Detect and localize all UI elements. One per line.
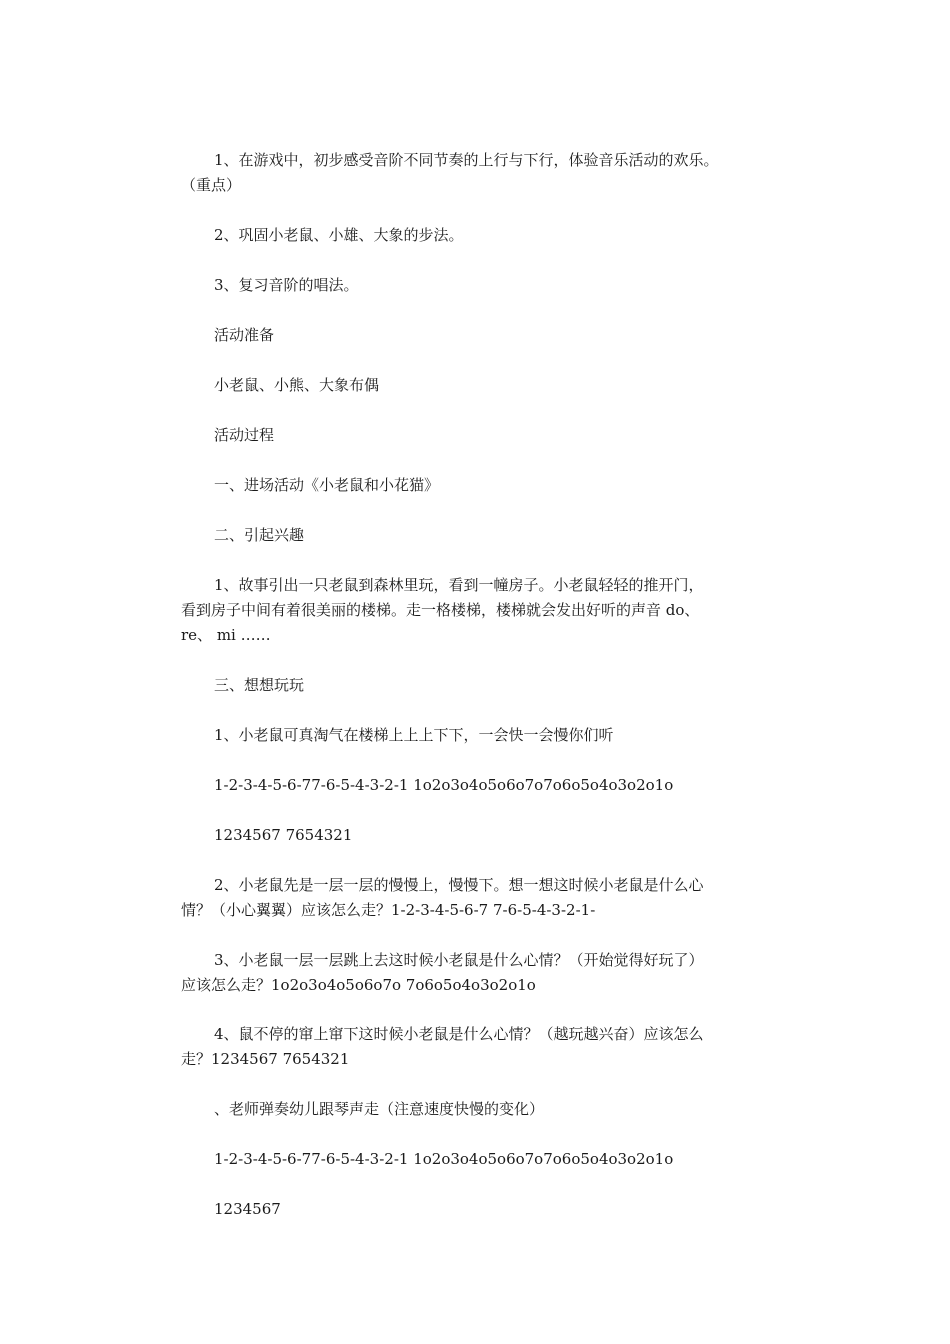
paragraph-line: 1、故事引出一只老鼠到森林里玩，看到一幢房子。小老鼠轻轻的推开门， bbox=[214, 576, 704, 594]
paragraph-line: 活动准备 bbox=[214, 326, 275, 344]
paragraph-line: 3、小老鼠一层一层跳上去这时候小老鼠是什么心情？（开始觉得好玩了） bbox=[214, 951, 704, 969]
paragraph-line: 1、小老鼠可真淘气在楼梯上上上下下，一会快一会慢你们听 bbox=[214, 726, 614, 744]
paragraph bbox=[181, 673, 791, 698]
paragraph bbox=[181, 148, 791, 198]
paragraph bbox=[181, 373, 791, 398]
paragraph bbox=[181, 1097, 791, 1122]
paragraph-line: 4、鼠不停的窜上窜下这时候小老鼠是什么心情？（越玩越兴奋）应该怎么 bbox=[214, 1025, 704, 1043]
paragraph bbox=[181, 773, 791, 798]
paragraph-line: 应该怎么走？1o2o3o4o5o6o7o 7o6o5o4o3o2o1o bbox=[181, 976, 536, 994]
paragraph bbox=[181, 523, 791, 548]
paragraph-line: 二、引起兴趣 bbox=[214, 526, 305, 544]
paragraph-line: 看到房子中间有着很美丽的楼梯。走一格楼梯，楼梯就会发出好听的声音 do、 bbox=[181, 601, 700, 619]
paragraph bbox=[181, 1022, 791, 1072]
paragraph bbox=[181, 323, 791, 348]
paragraph-line: 2、巩固小老鼠、小雄、大象的步法。 bbox=[214, 226, 464, 244]
paragraph-line: 1234567 7654321 bbox=[214, 826, 353, 844]
paragraph-line: 1、在游戏中，初步感受音阶不同节奏的上行与下行，体验音乐活动的欢乐。 bbox=[214, 151, 719, 169]
paragraph-line: 2、小老鼠先是一层一层的慢慢上，慢慢下。想一想这时候小老鼠是什么心 bbox=[214, 876, 704, 894]
paragraph-line: 走？1234567 7654321 bbox=[181, 1050, 350, 1068]
paragraph bbox=[181, 823, 791, 848]
paragraph-line: 情？（小心翼翼）应该怎么走？1-2-3-4-5-6-7 7-6-5-4-3-2-1- bbox=[181, 901, 596, 919]
paragraph-line: 三、想想玩玩 bbox=[214, 676, 305, 694]
paragraph-line: 活动过程 bbox=[214, 426, 275, 444]
paragraph-line: 1-2-3-4-5-6-77-6-5-4-3-2-1 1o2o3o4o5o6o7o7o6o5o4o3o2o1o bbox=[214, 776, 674, 794]
paragraph bbox=[181, 573, 791, 648]
paragraph-line: 一、进场活动《小老鼠和小花猫》 bbox=[214, 476, 440, 494]
paragraph bbox=[181, 273, 791, 298]
paragraph bbox=[181, 1147, 791, 1172]
paragraph bbox=[181, 948, 791, 998]
paragraph-line: 1234567 bbox=[214, 1200, 281, 1218]
paragraph bbox=[181, 723, 791, 748]
paragraph bbox=[181, 1197, 791, 1222]
paragraph bbox=[181, 473, 791, 498]
paragraph-line: 1-2-3-4-5-6-77-6-5-4-3-2-1 1o2o3o4o5o6o7o7o6o5o4o3o2o1o bbox=[214, 1150, 674, 1168]
paragraph bbox=[181, 873, 791, 923]
paragraph-line: 、老师弹奏幼儿跟琴声走（注意速度快慢的变化） bbox=[214, 1100, 545, 1118]
paragraph-line: 3、复习音阶的唱法。 bbox=[214, 276, 359, 294]
paragraph-line: re、 mi …… bbox=[181, 626, 271, 644]
paragraph-line: （重点） bbox=[181, 176, 242, 194]
paragraph bbox=[181, 423, 791, 448]
paragraph-line: 小老鼠、小熊、大象布偶 bbox=[214, 376, 380, 394]
paragraph bbox=[181, 223, 791, 248]
